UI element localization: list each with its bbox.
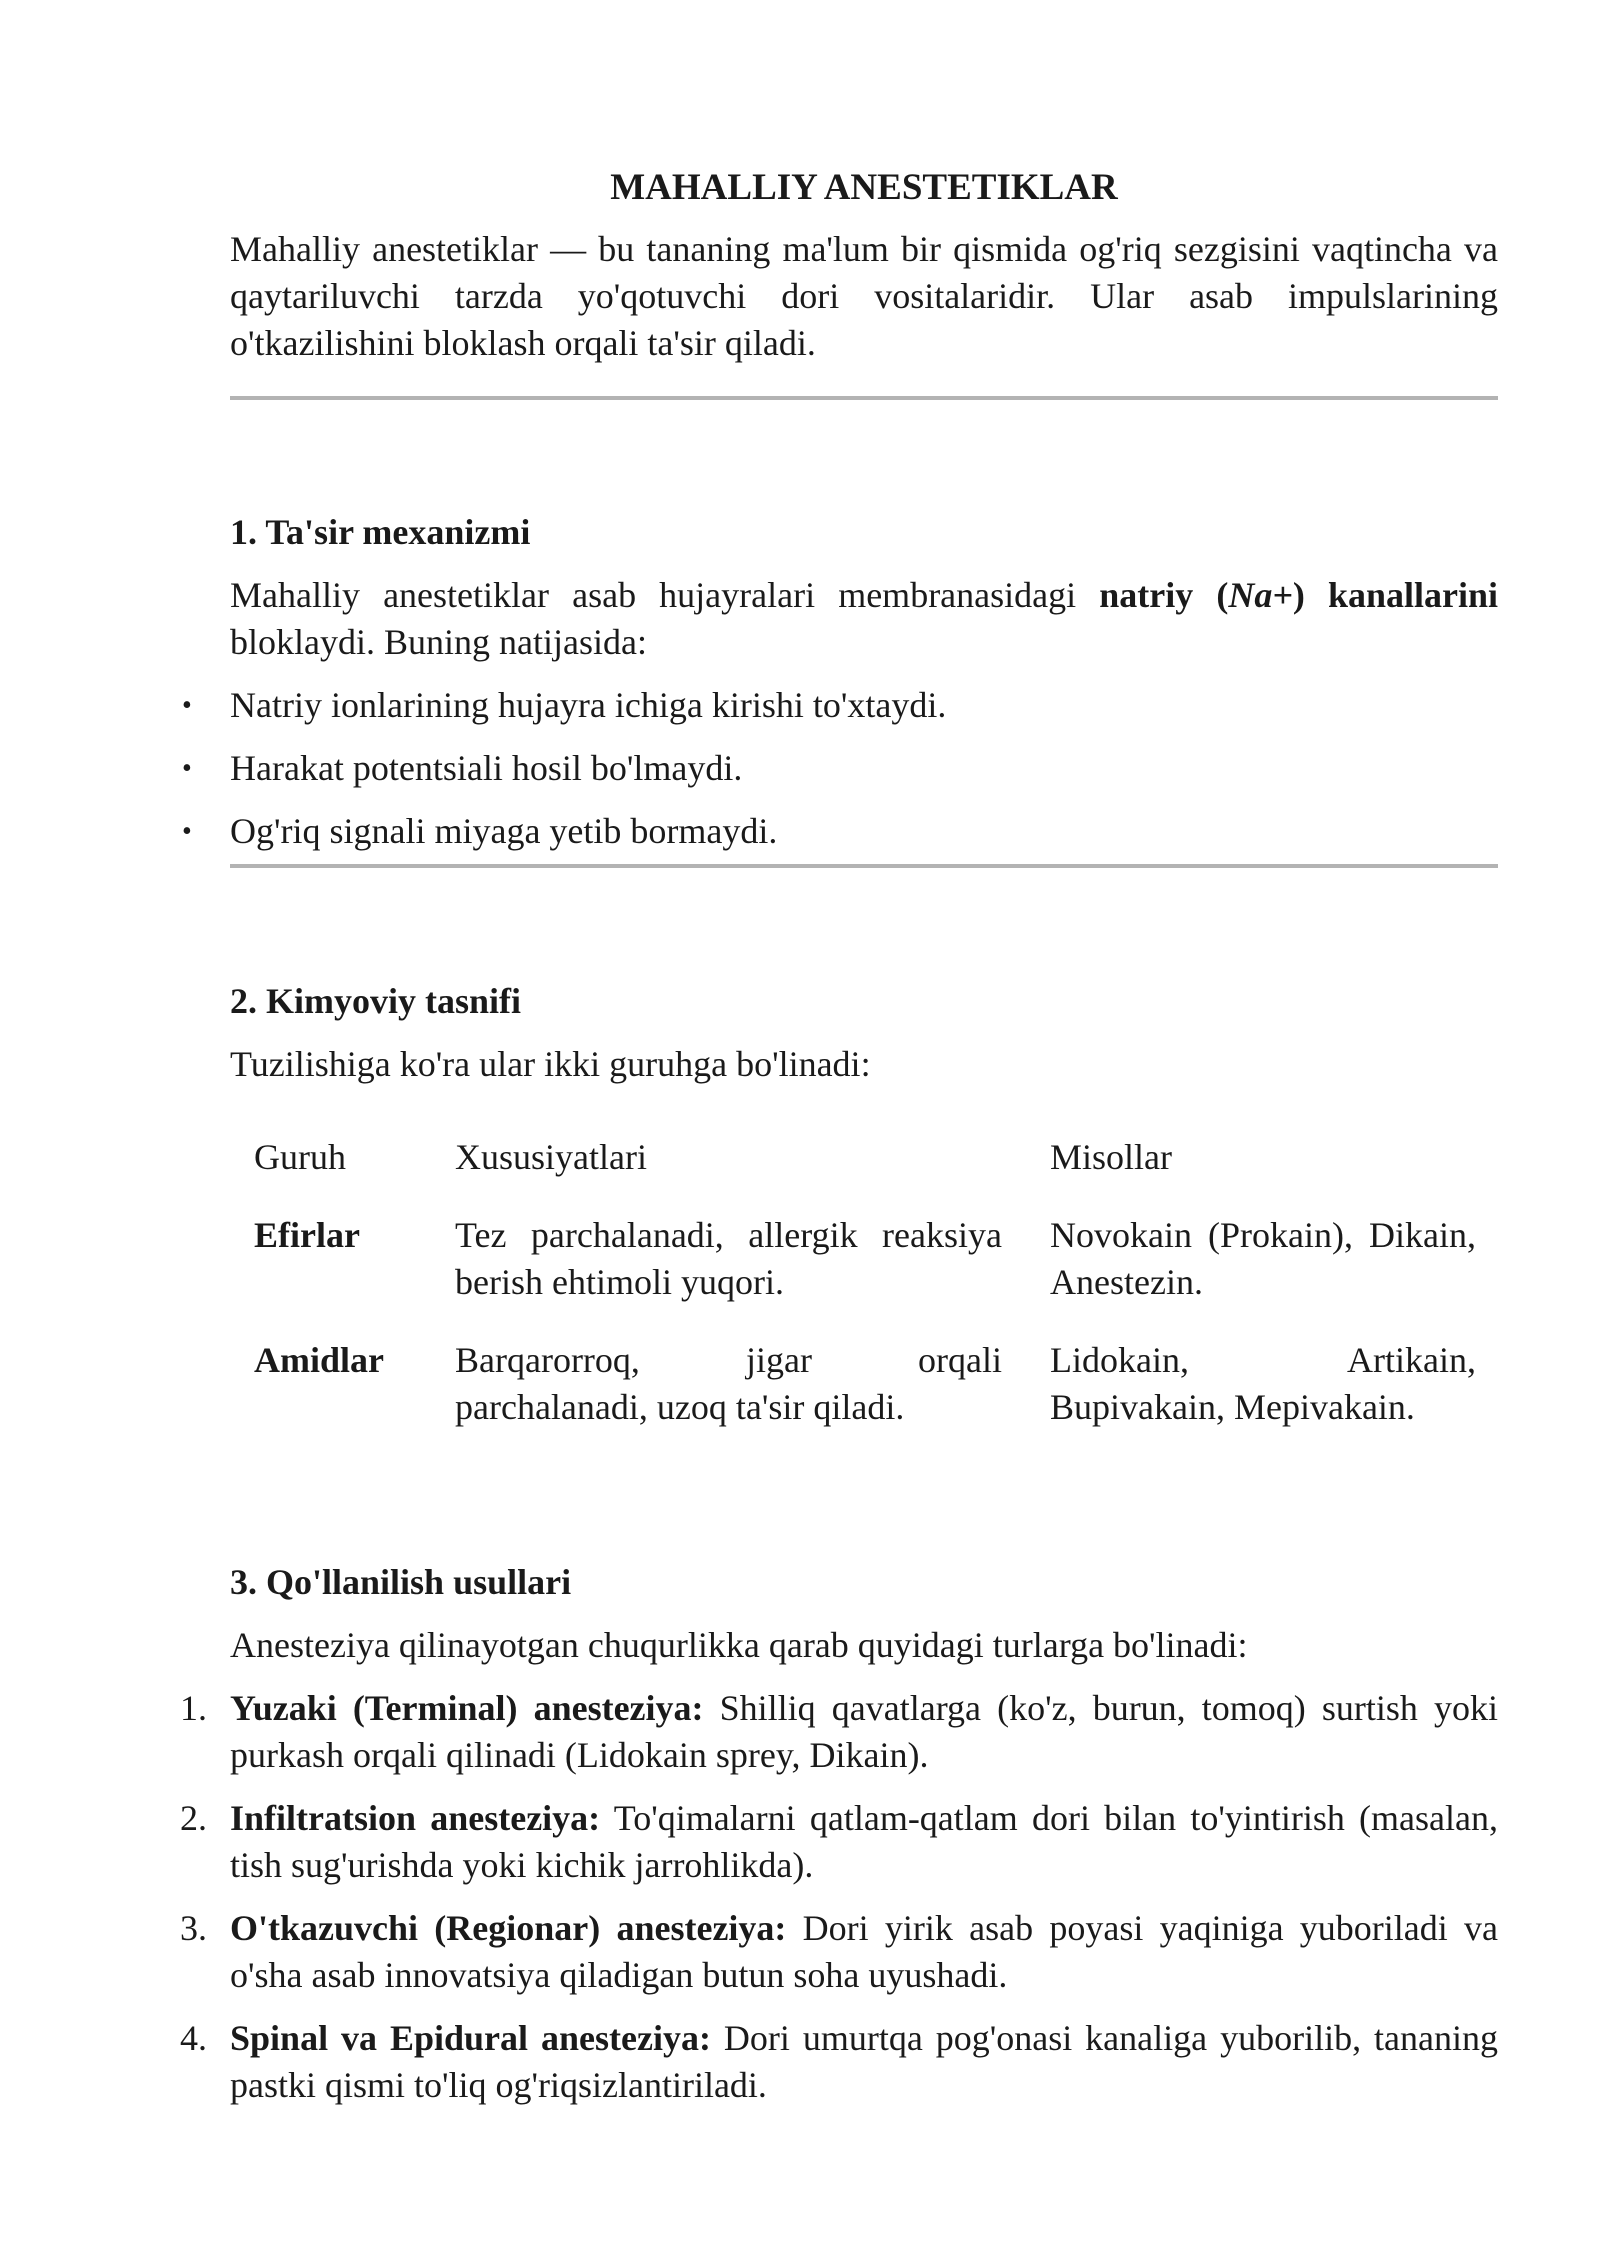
classification-intro: Tuzilishiga ko'ra ular ikki guruhga bo'linadi: <box>230 1044 871 1084</box>
section-divider <box>230 864 1498 868</box>
list-item <box>180 1905 1499 1999</box>
mechanism-bold-part-1: natriy ( <box>1099 575 1229 615</box>
table-row <box>230 1337 1500 1462</box>
list-item <box>180 1685 1498 1779</box>
list-item: • Natriy ionlarining hujayra ichiga kirishi to'xtaydi. <box>230 682 1498 729</box>
section-heading: 1. Ta'sir mexanizmi <box>230 512 531 552</box>
list-item: • Harakat potentsiali hosil bo'lmaydi. <box>230 745 1498 792</box>
document-title: MAHALLIY ANESTETIKLAR <box>610 167 1118 208</box>
list-number: 4. <box>180 2018 207 2058</box>
section-heading: 3. Qo'llanilish usullari <box>230 1562 572 1602</box>
mechanism-bold-part-2: ) kanallarini <box>1292 575 1499 615</box>
table-header-cell: Misollar <box>1050 1137 1172 1177</box>
table-cell-features: Tez parchalanadi, allergik reaksiya berish ehtimoli yuqori. <box>455 1215 1002 1302</box>
effects-list <box>230 682 1498 855</box>
mechanism-paragraph <box>230 572 1498 666</box>
mechanism-bold-term <box>1099 575 1498 615</box>
mechanism-text-after: bloklaydi. Buning natijasida: <box>230 622 647 662</box>
method-description: Shilliq qavatlarga (ko'z, burun, tomoq) surtish yoki purkash orqali qilinadi (Lidokain sprey, Dikain). <box>230 1688 1498 1775</box>
list-number: 1. <box>180 1688 207 1728</box>
table-header-cell: Xususiyatlari <box>455 1137 647 1177</box>
list-item: • Og'riq signali miyaga yetib bormaydi. <box>230 808 1498 855</box>
method-term: Infiltratsion anesteziya: <box>230 1798 601 1838</box>
section-classification <box>230 978 1498 1088</box>
sodium-ion-symbol: Na+ <box>1228 575 1293 615</box>
list-number: 2. <box>180 1798 207 1838</box>
table-row <box>230 1212 1500 1337</box>
method-description: To'qimalarni qatlam-qatlam dori bilan to'yintirish (masalan, tish sug'urishda yoki kichik jarrohlikda). <box>230 1798 1498 1885</box>
methods-list <box>180 1685 1499 2109</box>
intro-paragraph: Mahalliy anestetiklar — bu tananing ma'lum bir qismida og'riq sezgisini vaqtincha va qaytariluvchi tarzda yo'qotuvchi dori vositalaridir. Ular asab impulslarining o'tkazilishini bloklash orqali ta'sir qiladi. <box>230 229 1498 363</box>
table-header-cell: Guruh <box>254 1137 346 1177</box>
method-description: Dori umurtqa pog'onasi kanaliga yuborilib, tananing pastki qismi to'liq og'riqsizlantiriladi. <box>230 2018 1498 2105</box>
section-heading: 2. Kimyoviy tasnifi <box>230 981 522 1021</box>
table-cell-examples: Lidokain, Artikain, Bupivakain, Mepivakain. <box>1050 1340 1476 1427</box>
table-header-row <box>230 1134 1500 1212</box>
table-cell-group: Amidlar <box>254 1340 384 1380</box>
section-mechanism <box>230 509 1498 871</box>
intro-block <box>230 226 1498 367</box>
methods-intro: Anesteziya qilinayotgan chuqurlikka qarab quyidagi turlarga bo'linadi: <box>230 1625 1248 1665</box>
classification-table <box>230 1134 1500 1462</box>
method-description: Dori yirik asab poyasi yaqiniga yuboriladi va o'sha asab innovatsiya qiladigan butun soha uyushadi. <box>230 1908 1499 1995</box>
section-divider <box>230 396 1498 400</box>
mechanism-text: Mahalliy anestetiklar asab hujayralari membranasidagi <box>230 575 1077 615</box>
table-cell-features: Barqarorroq, jigar orqali parchalanadi, uzoq ta'sir qiladi. <box>455 1340 1002 1427</box>
table-cell-examples: Novokain (Prokain), Dikain, Anestezin. <box>1050 1215 1476 1302</box>
section-methods <box>180 1559 1499 2125</box>
method-term: O'tkazuvchi (Regionar) anesteziya: <box>230 1908 787 1948</box>
table-cell-group: Efirlar <box>254 1215 360 1255</box>
method-term: Yuzaki (Terminal) anesteziya: <box>230 1688 704 1728</box>
list-item <box>180 1795 1498 1889</box>
list-item <box>180 2015 1498 2109</box>
list-number: 3. <box>180 1908 207 1948</box>
method-term: Spinal va Epidural anesteziya: <box>230 2018 711 2058</box>
